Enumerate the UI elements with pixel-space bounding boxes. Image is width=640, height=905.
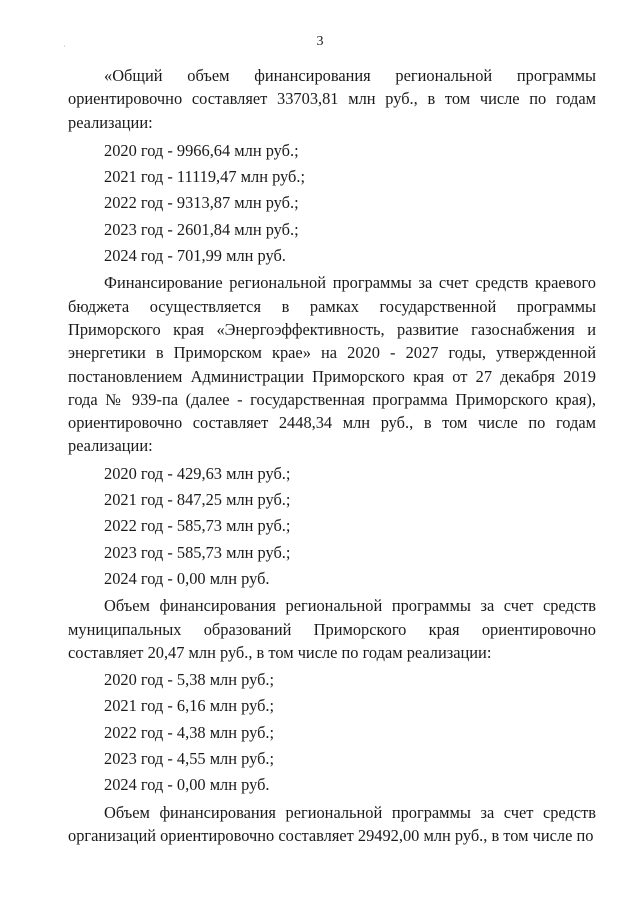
list-item: 2023 год - 4,55 млн руб.; bbox=[104, 749, 275, 769]
list-item: 2022 год - 585,73 млн руб.; bbox=[104, 516, 291, 536]
year-list-municipal bbox=[68, 667, 596, 798]
list-item: 2020 год - 429,63 млн руб.; bbox=[104, 463, 291, 483]
paragraph-regional-budget: Финансирование региональной программы за счет средств краевого бюджета осуществляется в рамках государственной программы Приморского края «Энергоэффективность, развитие газоснабжения и энергетики в Приморском крае» на 2020 - 2027 годы, утвержденной постановлением Администрации Приморского края от 27 декабря 2019 года № 939-па (далее - государственная программа Приморского края), ориентировочно составляет 2448,34 млн руб., в том числе по годам реализации: bbox=[68, 273, 596, 456]
year-list-regional-budget bbox=[68, 461, 596, 592]
list-item: 2020 год - 9966,64 млн руб.; bbox=[104, 140, 299, 160]
page-number: 3 bbox=[316, 34, 324, 49]
paragraph-organizations-funding: Объем финансирования региональной программы за счет средств организаций ориентировочно составляет 29492,00 млн руб., в том числе по bbox=[68, 802, 596, 845]
paragraph-total-funding: «Общий объем финансирования региональной программы ориентировочно составляет 33703,81 млн руб., в том числе по годам реализации: bbox=[68, 66, 596, 132]
list-item: 2023 год - 2601,84 млн руб.; bbox=[104, 219, 299, 239]
list-item: 2024 год - 0,00 млн руб. bbox=[104, 568, 270, 588]
list-item: 2022 год - 4,38 млн руб.; bbox=[104, 722, 275, 742]
list-item: 2023 год - 585,73 млн руб.; bbox=[104, 542, 291, 562]
list-item: 2021 год - 6,16 млн руб.; bbox=[104, 696, 275, 716]
list-item: 2021 год - 11119,47 млн руб.; bbox=[104, 167, 306, 187]
list-item: 2021 год - 847,25 млн руб.; bbox=[104, 490, 291, 510]
list-item: 2024 год - 0,00 млн руб. bbox=[104, 775, 270, 795]
year-list-total bbox=[68, 138, 596, 269]
paragraph-municipal-funding: Объем финансирования региональной программы за счет средств муниципальных образований Приморского края ориентировочно составляет 20,47 млн руб., в том числе по годам реализации: bbox=[68, 596, 596, 662]
list-item: 2024 год - 701,99 млн руб. bbox=[104, 246, 286, 266]
scan-speck: · bbox=[63, 42, 66, 51]
list-item: 2020 год - 5,38 млн руб.; bbox=[104, 670, 275, 690]
list-item: 2022 год - 9313,87 млн руб.; bbox=[104, 193, 299, 213]
document-body bbox=[68, 64, 596, 847]
